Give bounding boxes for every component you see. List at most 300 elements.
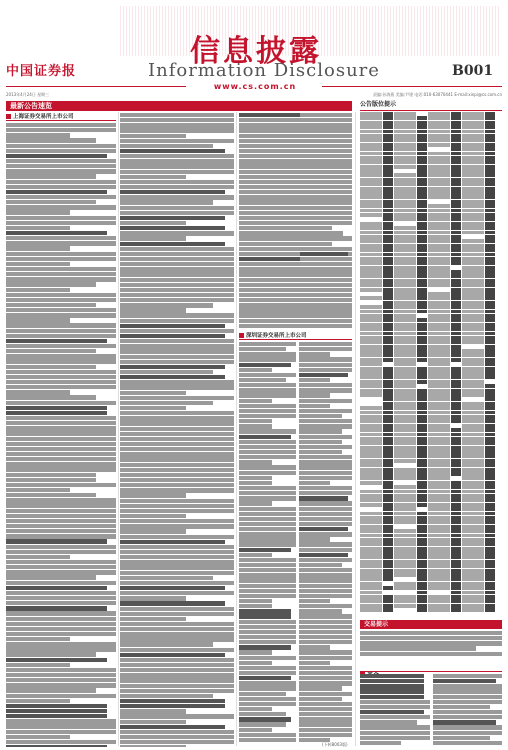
column-divider (236, 112, 237, 746)
board-index-cell (394, 573, 416, 577)
board-index-cell (417, 569, 427, 573)
board-index-cell (451, 130, 461, 134)
board-index-row (360, 187, 502, 191)
board-index-cell (394, 375, 416, 379)
board-index-cell (485, 116, 495, 120)
text-line (239, 553, 272, 557)
board-index-cell (462, 182, 484, 186)
board-index-cell (360, 231, 382, 235)
text-line (299, 399, 352, 403)
board-index-cell (451, 538, 461, 542)
board-index-cell (394, 415, 416, 419)
board-index-row (360, 512, 502, 516)
board-index-cell (451, 371, 461, 375)
board-index-cell (417, 520, 427, 524)
board-index-cell (462, 178, 484, 182)
board-index-cell (360, 402, 382, 406)
board-index-cell (417, 595, 427, 599)
board-index-cell (462, 305, 484, 309)
board-index-cell (383, 200, 393, 204)
board-index-cell (360, 283, 382, 287)
board-index-cell (383, 367, 393, 371)
text-line (6, 226, 70, 230)
board-index-cell (383, 318, 393, 322)
text-line (299, 393, 330, 397)
board-index-cell (462, 525, 484, 529)
board-index-cell (383, 270, 393, 274)
board-index-cell (462, 358, 484, 362)
board-index-cell (360, 191, 382, 195)
text-line (239, 378, 286, 382)
text-line (120, 313, 234, 317)
board-index-row (360, 582, 502, 586)
board-index-cell (360, 121, 382, 125)
text-line (239, 200, 305, 204)
board-index-cell (417, 130, 427, 134)
board-index-cell (383, 323, 393, 327)
board-index-cell (417, 542, 427, 546)
text-line (120, 560, 234, 564)
board-index-cell (417, 371, 427, 375)
board-index-cell (417, 314, 427, 318)
board-index-cell (394, 468, 416, 472)
board-index-row (360, 472, 502, 476)
board-index-row (360, 384, 502, 388)
board-index-cell (485, 336, 495, 340)
text-line (120, 694, 213, 698)
board-index-cell (428, 564, 450, 568)
board-index-cell (394, 428, 416, 432)
text-line (6, 683, 116, 687)
board-index-cell (394, 195, 416, 199)
board-index-cell (428, 279, 450, 283)
board-index-cell (394, 292, 416, 296)
board-index-cell (462, 564, 484, 568)
board-index-cell (394, 433, 416, 437)
board-index-cell (383, 459, 393, 463)
editor-contact: 责编:孙海燕 美编:尹建 电话:010-63070441 E-mail:xinpi@cs.com.cn (373, 92, 502, 97)
text-line (300, 319, 352, 323)
board-index-cell (462, 173, 484, 177)
board-index-cell (394, 494, 416, 498)
text-line (6, 688, 96, 692)
board-index-cell (360, 217, 382, 221)
board-index-cell (462, 165, 484, 169)
board-index-cell (360, 152, 382, 156)
text-line (239, 460, 272, 464)
board-index-cell (428, 336, 450, 340)
board-index-cell (360, 248, 382, 252)
text-line (239, 717, 291, 721)
text-line (299, 630, 352, 634)
board-index-cell (417, 375, 427, 379)
text-line (239, 697, 296, 701)
board-index-cell (451, 498, 461, 502)
board-index-cell (360, 138, 382, 142)
text-line (6, 221, 116, 225)
text-line (433, 736, 490, 740)
board-index-cell (394, 349, 416, 353)
text-line (6, 370, 116, 374)
board-index-cell (394, 604, 416, 608)
text-line (120, 565, 234, 569)
text-line (120, 427, 234, 431)
text-line (120, 519, 234, 523)
text-line (120, 185, 234, 189)
board-index-row (360, 178, 502, 182)
board-index-cell (394, 257, 416, 261)
board-index-cell (485, 503, 495, 507)
text-line (6, 503, 116, 507)
board-index-cell (428, 450, 450, 454)
text-line (120, 581, 234, 585)
board-index-cell (394, 204, 416, 208)
board-index-cell (462, 231, 484, 235)
board-index-row (360, 301, 502, 305)
text-line (120, 571, 234, 575)
board-index-cell (394, 529, 416, 533)
text-line (299, 455, 352, 459)
board-index-cell (428, 555, 450, 559)
board-index-cell (485, 564, 495, 568)
text-line (300, 247, 352, 251)
text-line (300, 236, 352, 240)
board-index-row (360, 481, 502, 485)
board-index-cell (462, 454, 484, 458)
board-index-cell (485, 498, 495, 502)
board-index-cell (451, 301, 461, 305)
board-index-cell (428, 380, 450, 384)
board-index-cell (451, 332, 461, 336)
board-index-cell (417, 235, 427, 239)
board-index-cell (383, 599, 393, 603)
board-index-cell (462, 147, 484, 151)
dateline (0, 91, 508, 99)
text-line (299, 481, 330, 485)
text-line (299, 435, 352, 439)
text-line (299, 486, 352, 490)
text-line (6, 267, 116, 271)
text-line (239, 584, 296, 588)
text-line (239, 563, 296, 567)
board-index-cell (394, 503, 416, 507)
board-index-row (360, 516, 502, 520)
text-line (239, 373, 296, 377)
text-line (239, 419, 272, 423)
text-line (120, 206, 234, 210)
website-url[interactable]: www.cs.com.cn (213, 82, 297, 91)
board-index-cell (462, 402, 484, 406)
board-index-cell (417, 217, 427, 221)
board-index-cell (360, 314, 382, 318)
board-index-cell (451, 433, 461, 437)
text-line (300, 190, 352, 194)
board-index-cell (360, 147, 382, 151)
text-line (120, 370, 213, 374)
board-index-cell (428, 173, 450, 177)
board-index-cell (394, 534, 416, 538)
text-line (6, 601, 116, 605)
board-index-cell (417, 582, 427, 586)
board-index-cell (360, 279, 382, 283)
text-line (433, 679, 496, 683)
board-index-cell (360, 209, 382, 213)
board-index-cell (394, 362, 416, 366)
board-index-cell (417, 266, 427, 270)
board-index-cell (394, 143, 416, 147)
text-line (120, 504, 234, 508)
board-index-cell (394, 239, 416, 243)
text-line (6, 467, 116, 471)
board-index-cell (417, 362, 427, 366)
board-index-cell (394, 283, 416, 287)
board-index-cell (462, 433, 484, 437)
board-index-cell (394, 437, 416, 441)
text-line (120, 493, 186, 497)
board-index-cell (462, 349, 484, 353)
board-index-cell (428, 446, 450, 450)
board-index-cell (417, 446, 427, 450)
board-index-cell (417, 226, 427, 230)
text-line (299, 686, 342, 690)
text-line (120, 385, 234, 389)
trading-notice-header (360, 620, 502, 629)
board-index-cell (485, 147, 495, 151)
text-line (120, 591, 234, 595)
board-index-cell (394, 345, 416, 349)
board-index-cell (462, 371, 484, 375)
board-index-cell (485, 406, 495, 410)
latest-announcements-title: 最新公告速览 (10, 102, 52, 110)
text-line (6, 236, 116, 240)
text-line (239, 455, 296, 459)
board-index-cell (485, 213, 495, 217)
board-index-cell (451, 454, 461, 458)
text-line (433, 725, 502, 729)
board-index-cell (462, 419, 484, 423)
board-index-cell (417, 463, 427, 467)
board-index-cell (360, 160, 382, 164)
text-line (433, 674, 502, 678)
text-line (300, 324, 352, 328)
board-index-cell (428, 397, 450, 401)
board-index-cell (462, 187, 484, 191)
board-index-cell (451, 384, 461, 388)
text-line (300, 206, 343, 210)
text-line (299, 414, 342, 418)
board-index-cell (451, 577, 461, 581)
board-index-cell (428, 270, 450, 274)
board-index-cell (383, 248, 393, 252)
board-index-cell (485, 560, 495, 564)
text-line (360, 674, 424, 678)
text-line (6, 524, 116, 528)
board-index-cell (360, 472, 382, 476)
board-index-cell (428, 406, 450, 410)
board-index-cell (417, 507, 427, 511)
board-index-cell (451, 450, 461, 454)
board-index-cell (462, 516, 484, 520)
text-line (6, 663, 70, 667)
board-index-cell (383, 274, 393, 278)
board-index-cell (462, 191, 484, 195)
text-line (300, 231, 343, 235)
board-index-cell (383, 433, 393, 437)
board-index-cell (360, 143, 382, 147)
board-index-cell (462, 555, 484, 559)
board-index-cell (451, 441, 461, 445)
board-index-cell (428, 362, 450, 366)
board-index-cell (383, 283, 393, 287)
board-index-cell (383, 608, 393, 612)
board-index-cell (428, 213, 450, 217)
board-index-cell (417, 608, 427, 612)
board-index-cell (485, 424, 495, 428)
board-index-row (360, 428, 502, 432)
text-line (120, 627, 234, 631)
board-index-cell (428, 577, 450, 581)
board-index-row (360, 362, 502, 366)
text-line (6, 365, 96, 369)
board-index-cell (360, 301, 382, 305)
column-divider (118, 112, 119, 746)
text-line (6, 159, 116, 163)
board-index-cell (428, 116, 450, 120)
board-index-cell (383, 406, 393, 410)
board-index-cell (485, 433, 495, 437)
board-index-cell (383, 419, 393, 423)
text-line (120, 555, 234, 559)
board-index-cell (428, 525, 450, 529)
board-index-cell (428, 485, 450, 489)
board-index-cell (383, 178, 393, 182)
board-index-cell (428, 419, 450, 423)
board-index-cell (451, 345, 461, 349)
text-line (239, 733, 296, 737)
text-line (120, 242, 225, 246)
board-index-cell (417, 187, 427, 191)
board-index-cell (417, 204, 427, 208)
text-line (6, 180, 116, 184)
board-index-cell (383, 327, 393, 331)
text-line (120, 673, 234, 677)
board-index-cell (428, 428, 450, 432)
divider (6, 86, 186, 87)
text-line (300, 134, 352, 138)
board-index-cell (360, 441, 382, 445)
text-line (120, 216, 225, 220)
board-index-cell (360, 564, 382, 568)
board-index-cell (451, 463, 461, 467)
text-line (6, 473, 96, 477)
board-index-cell (394, 310, 416, 314)
fund-header (360, 662, 502, 672)
text-line (300, 308, 352, 312)
text-line (299, 507, 352, 511)
board-index-cell (428, 266, 450, 270)
text-line (239, 517, 296, 521)
text-line (6, 617, 116, 621)
text-line (299, 542, 352, 546)
text-line (433, 695, 502, 699)
board-index-cell (428, 384, 450, 388)
board-index-cell (417, 160, 427, 164)
board-index-cell (451, 424, 461, 428)
board-index-cell (394, 305, 416, 309)
text-line (120, 529, 186, 533)
text-line (6, 128, 116, 132)
board-index-cell (462, 569, 484, 573)
board-index-cell (383, 542, 393, 546)
board-index-cell (485, 125, 495, 129)
board-index-cell (462, 209, 484, 213)
board-index-cell (394, 323, 416, 327)
shanghai-listed-label: 上海证券交易所上市公司 (13, 114, 74, 120)
board-index-cell (428, 463, 450, 467)
board-index-cell (360, 591, 382, 595)
board-index-cell (394, 226, 416, 230)
board-index-cell (485, 380, 495, 384)
text-line (6, 329, 116, 333)
board-index-cell (428, 112, 450, 116)
board-index-row (360, 279, 502, 283)
text-line (239, 614, 291, 618)
text-line (239, 625, 296, 629)
board-index-header (360, 101, 502, 111)
latest-announcements-header (6, 101, 352, 111)
board-index-cell (394, 485, 416, 489)
text-line (6, 174, 96, 178)
board-index-cell (394, 235, 416, 239)
board-index-cell (462, 296, 484, 300)
board-index-cell (485, 231, 495, 235)
board-index-row (360, 595, 502, 599)
board-index-cell (485, 586, 495, 590)
text-line (120, 714, 234, 718)
board-index-cell (383, 591, 393, 595)
text-line (120, 730, 234, 734)
text-line (239, 496, 296, 500)
board-index-cell (485, 485, 495, 489)
board-index-cell (417, 332, 427, 336)
board-index-cell (462, 314, 484, 318)
board-index-cell (428, 310, 450, 314)
board-index-cell (394, 213, 416, 217)
board-index-cell (360, 239, 382, 243)
board-index-cell (485, 288, 495, 292)
board-index-cell (383, 380, 393, 384)
board-index-cell (451, 292, 461, 296)
board-index-cell (485, 494, 495, 498)
board-index-cell (485, 512, 495, 516)
board-index-cell (451, 138, 461, 142)
board-index-cell (428, 604, 450, 608)
board-index-cell (383, 534, 393, 538)
board-index-row (360, 116, 502, 120)
board-index-cell (451, 195, 461, 199)
board-index-cell (360, 274, 382, 278)
text-line (120, 272, 234, 276)
text-line (299, 532, 352, 536)
text-line (299, 656, 352, 660)
board-index-cell (394, 353, 416, 357)
board-index-cell (383, 415, 393, 419)
text-line (239, 231, 305, 235)
board-index-cell (417, 534, 427, 538)
divider (322, 86, 502, 87)
board-index-row (360, 367, 502, 371)
board-index-cell (428, 345, 450, 349)
